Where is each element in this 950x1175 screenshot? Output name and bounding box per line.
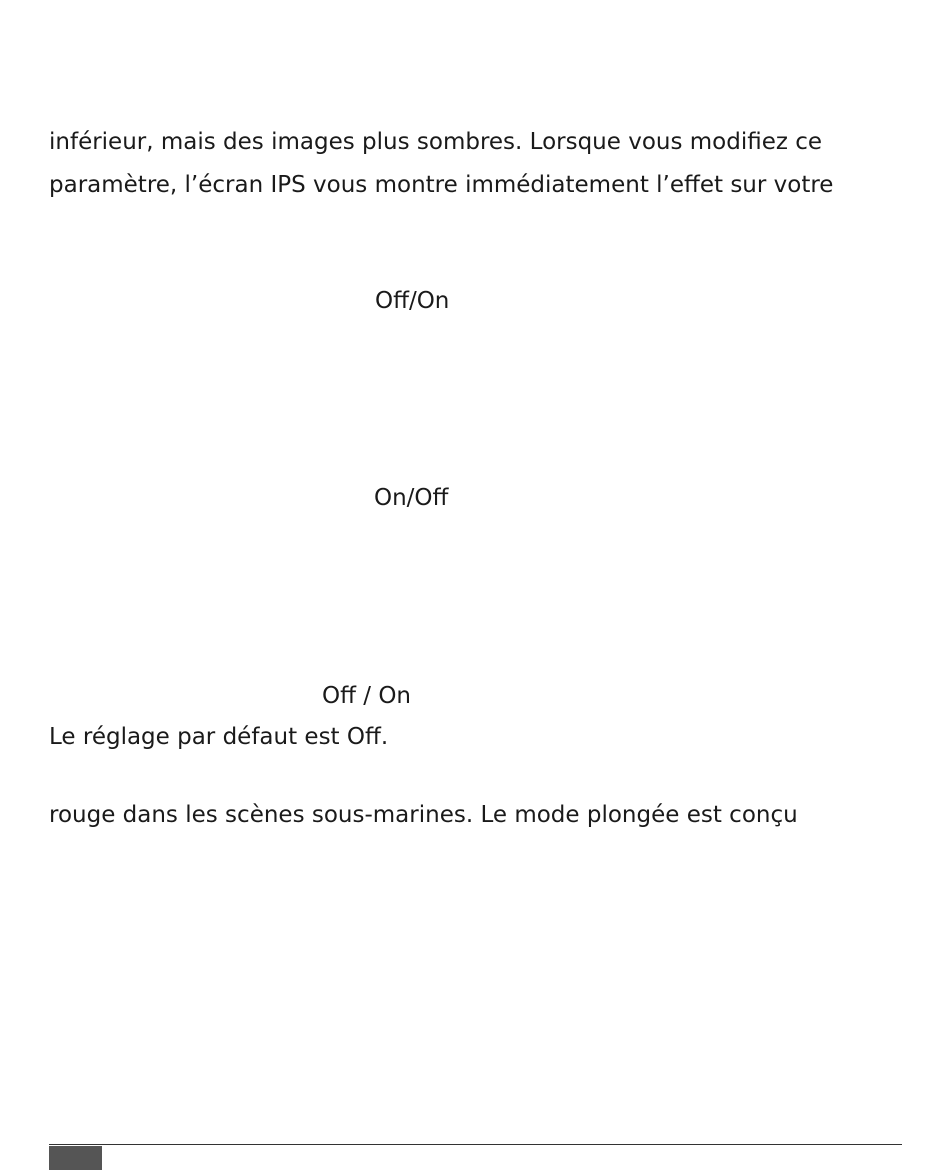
body-text-line: paramètre, l’écran IPS vous montre immédiatement l’effet sur votre xyxy=(49,172,834,198)
page-number-tab xyxy=(49,1146,102,1170)
body-text-line: rouge dans les scènes sous-marines. Le mode plongée est conçu xyxy=(49,802,798,828)
body-text-line: inférieur, mais des images plus sombres. Lorsque vous modifiez ce xyxy=(49,129,823,155)
setting-value-on-off: On/Off xyxy=(374,485,449,511)
setting-value-off-on: Off/On xyxy=(375,288,450,314)
default-setting-note: Le réglage par défaut est Off. xyxy=(49,724,389,750)
footer-divider xyxy=(49,1144,902,1145)
setting-value-off-on-spaced: Off / On xyxy=(322,683,412,709)
